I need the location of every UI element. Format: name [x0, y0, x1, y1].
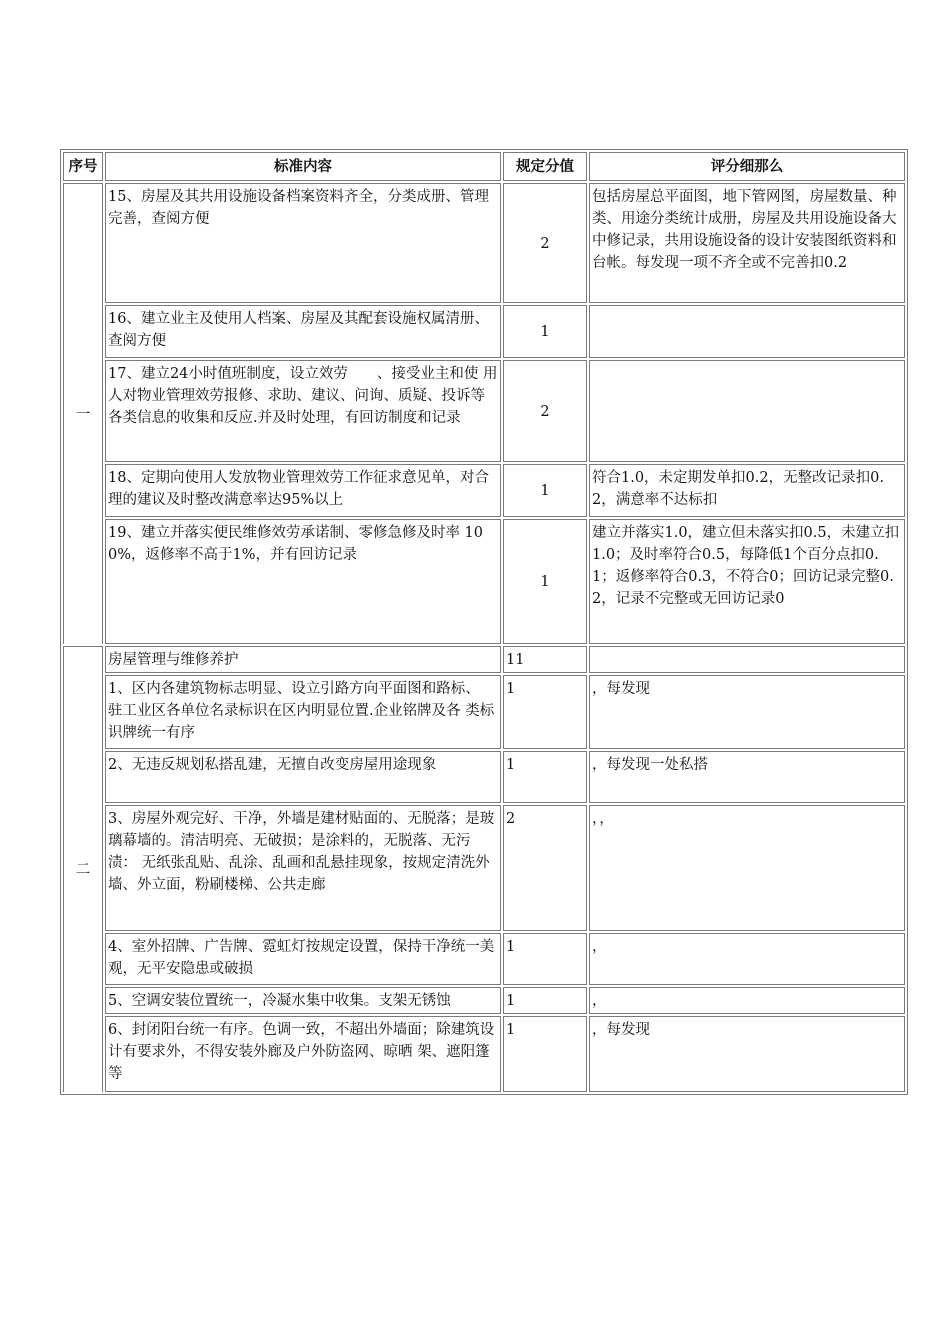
content-cell: 3、房屋外观完好、干净，外墙是建材贴面的、无脱落；是玻 璃幕墙的。清洁明亮、无破损；是涂料的，无脱落、无污渍： 无纸张乱贴、乱涂、乱画和乱悬挂现象，按规定清洗外墙、外立面，粉刷楼梯、公共走廊: [105, 805, 501, 931]
header-row: [63, 152, 905, 181]
content-cell: 15、房屋及其共用设施设备档案资料齐全，分类成册、管理 完善，查阅方便: [105, 183, 501, 303]
table-row: [63, 675, 905, 749]
content-cell: 4、室外招牌、广告牌、霓虹灯按规定设置，保持干净统一美 观，无平安隐患或破损: [105, 933, 501, 985]
score-cell: 2: [503, 360, 587, 462]
table-row: [63, 305, 905, 358]
header-score: 规定分值: [503, 152, 587, 181]
detail-cell: [589, 360, 905, 462]
content-cell: 1、区内各建筑物标志明显、设立引路方向平面图和路标、 驻工业区各单位名录标识在区内明显位置.企业铭牌及各 类标识牌统一有序: [105, 675, 501, 749]
table-row: [63, 360, 905, 462]
header-content: 标准内容: [105, 152, 501, 181]
detail-cell: 符合1.0，未定期发单扣0.2，无整改记录扣0.2，满意率不达标扣: [589, 464, 905, 517]
score-cell: 1: [503, 1016, 587, 1092]
content-cell: 5、空调安装位置统一，冷凝水集中收集。支架无锈蚀: [105, 987, 501, 1014]
detail-cell: 建立并落实1.0，建立但未落实扣0.5，未建立扣1.0；及时率符合0.5，每降低1个百分点扣0.1；返修率符合0.3，不符合0；回访记录完整0.2，记录不完整或无回访记录0: [589, 519, 905, 644]
table-row: [63, 933, 905, 985]
scoring-table-container: [60, 149, 906, 1095]
table-row: [63, 987, 905, 1014]
scoring-table: [60, 149, 908, 1095]
content-cell: 18、定期向使用人发放物业管理效劳工作征求意见单，对合理的建议及时整改满意率达95%以上: [105, 464, 501, 517]
detail-cell: [589, 305, 905, 358]
detail-cell: ，，: [589, 805, 905, 931]
header-detail: 评分细那么: [589, 152, 905, 181]
content-cell: 6、封闭阳台统一有序。色调一致，不超出外墙面；除建筑设计有要求外，不得安装外廊及户外防盗网、晾晒 架、遮阳篷等: [105, 1016, 501, 1092]
content-cell: 2、无违反规划私搭乱建，无擅自改变房屋用途现象: [105, 751, 501, 803]
detail-cell: ，每发现: [589, 675, 905, 749]
score-cell: 1: [503, 751, 587, 803]
content-cell: 16、建立业主及使用人档案、房屋及其配套设施权属清册、 查阅方便: [105, 305, 501, 358]
table-row: [63, 1016, 905, 1092]
table-row: [63, 183, 905, 303]
score-cell: 1: [503, 519, 587, 644]
score-cell: 2: [503, 805, 587, 931]
score-cell: 1: [503, 464, 587, 517]
score-cell: 1: [503, 933, 587, 985]
table-row: [63, 805, 905, 931]
score-cell: 1: [503, 305, 587, 358]
detail-cell: ，: [589, 933, 905, 985]
table-row: [63, 646, 905, 673]
detail-cell: ，每发现: [589, 1016, 905, 1092]
table-row: [63, 751, 905, 803]
section-label-2: 二: [63, 646, 103, 1092]
score-cell: 1: [503, 675, 587, 749]
score-cell: 1: [503, 987, 587, 1014]
detail-cell: 包括房屋总平面图，地下管网图，房屋数量、种类、用途分类统计成册，房屋及共用设施设备大中修记录，共用设施设备的设计安装图纸资料和台帐。每发现一项不齐全或不完善扣0.2: [589, 183, 905, 303]
content-cell: 19、建立并落实便民维修效劳承诺制、零修急修及时率 100%，返修率不高于1%，并有回访记录: [105, 519, 501, 644]
detail-cell: [589, 646, 905, 673]
content-cell: 17、建立24小时值班制度，设立效劳 、接受业主和使 用人对物业管理效劳报修、求助、建议、问询、质疑、投诉等 各类信息的收集和反应.并及时处理，有回访制度和记录: [105, 360, 501, 462]
detail-cell: ，每发现一处私搭: [589, 751, 905, 803]
table-row: [63, 519, 905, 644]
table-row: [63, 464, 905, 517]
detail-cell: ，: [589, 987, 905, 1014]
content-cell: 房屋管理与维修养护: [105, 646, 501, 673]
score-cell: 2: [503, 183, 587, 303]
score-cell: 11: [503, 646, 587, 673]
section-label-1: 一: [63, 183, 103, 644]
header-seq: 序号: [63, 152, 103, 181]
